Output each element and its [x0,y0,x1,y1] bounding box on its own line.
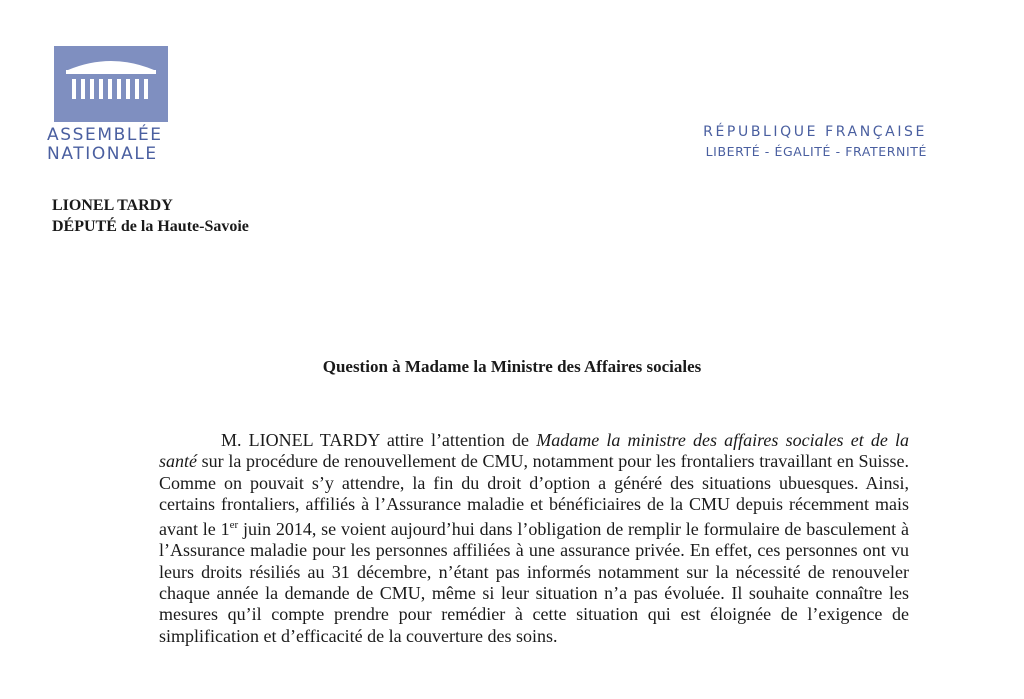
republic-name: RÉPUBLIQUE FRANÇAISE [703,124,927,140]
author-name: M. LIONEL TARDY [221,430,380,450]
assemblee-building-icon [54,46,168,122]
question-title: Question à Madame la Ministre des Affaires sociales [322,357,702,376]
letterhead-logo [47,46,179,164]
deputy-block [52,195,249,237]
logo-line-2: NATIONALE [47,144,158,164]
question-paragraph [159,430,909,647]
logo-line-1: ASSEMBLÉE [47,125,163,145]
paragraph-text-3: juin 2014, se voient aujourd’hui dans l’obligation de remplir le formulaire de basculement à l’Assurance maladie pour les personnes affiliées à une assurance privée. En effet, ces personnes ont vu leurs droits résiliés au 31 décembre, n’étant pas informés notamment sur la nécessité de renouveler chaque année la demande de CMU, même si leur situation n’a pas évoluée. Il souhaite connaître les mesures qu’il compte prendre pour remédier à cette situation qui est éloignée de l’exigence de simplification et d’efficacité de la couverture des soins. [159,519,909,646]
minister-title: Madame la ministre des affaires sociales et de la santé [159,430,909,472]
ordinal-superscript: er [229,519,239,532]
deputy-title: DÉPUTÉ de la Haute-Savoie [52,218,249,235]
republic-motto: LIBERTÉ - ÉGALITÉ - FRATERNITÉ [705,144,927,159]
republic-header [703,122,927,162]
deputy-name: LIONEL TARDY [52,197,173,214]
paragraph-text-2: sur la procédure de renouvellement de CMU, notamment pour les frontaliers travaillant en Suisse. Comme on pouvait s’y attendre, la fin du droit d’option a généré des situations ubuesques. Ainsi, certains frontaliers, affiliés à l’Assurance maladie et bénéficiaires de la CMU depuis récemment mais avant le 1 [159,451,909,540]
question-body [159,430,909,647]
paragraph-text-1: attire l’attention de [379,430,537,450]
